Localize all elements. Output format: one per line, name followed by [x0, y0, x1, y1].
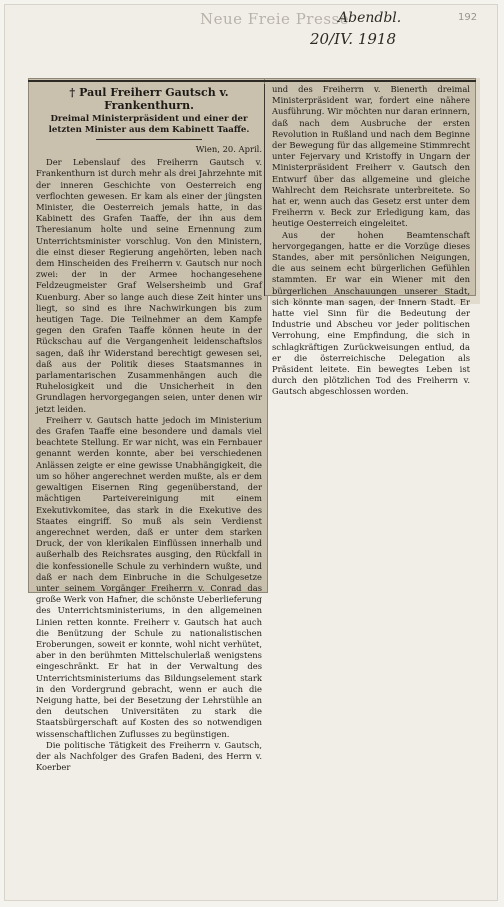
article-paragraph: und des Freiherrn v. Bienerth dreimal Ministerpräsident war, fordert eine nähere Ausführung. Wir möchten nur daran erinnern, daß nach dem Ausbruche der ersten Revolution in Rußland und nach dem Beginne der Bewegung für das allgemeine Stimmrecht unter Fejervary und Kristoffy in Ungarn der Ministerpräsident Freiherr v. Gautsch den Entwurf über das allgemeine und gleiche Wahlrecht dem Reichsrate unterbreitete. So hat er, wenn auch das Gesetz erst unter dem Freiherrn v. Beck zur Erledigung kam, das heutige Oesterreich eingeleitet. — [272, 84, 470, 229]
article-paragraph: Der Lebenslauf des Freiherrn Gautsch v. Frankenthurn ist durch mehr als drei Jahrzehnte mit der inneren Geschichte von Oesterreich eng verflochten gewesen. Er kam als einer der jüngsten Minister, die Oesterreich jemals hatte, in das Kabinett des Grafen Taaffe, der ihn aus dem Theresianum holte und seine Ernennung zum Unterrichtsminister vorschlug. Von den Ministern, die einst dieser Regierung angehörten, leben nach dem Hinscheiden des Freiherrn v. Gautsch nur noch zwei: der in der Armee hochangesehene Feldzeugmeister Graf Welsersheimb und Graf Kuenburg. Aber so lange auch diese Zeit hinter uns liegt, so sind es ihre Nachwirkungen bis zum heutigen Tage. Die Teilnehmer an dem Kampfe gegen den Grafen Taaffe können heute in der Rückschau auf die Vergangenheit leidenschaftslos sagen, daß ihr Widerstand berechtigt gewesen sei, daß aus der Politik dieses Staatsmannes in parlamentarischen Zusammenhängen auch die Ruhelosigkeit und die Unsicherheit in den Grundlagen hervorgegangen seien, unter denen wir jetzt leiden. — [36, 157, 262, 414]
article-subheadline: Dreimal Ministerpräsident und einer der letzten Minister aus dem Kabinett Taaffe. — [48, 114, 250, 135]
article-paragraph: Freiherr v. Gautsch hatte jedoch im Ministerium des Grafen Taaffe eine besondere und damals viel beachtete Stellung. Er war nicht, was ein Fernbauer genannt werden konnte, aber bei verschiedenen Anlässen zeigte er eine gewisse Unabhängigkeit, die um so höher angerechnet werden mußte, als er dem gewaltigen Eisernen Ring gegenüberstand, der mächtigen Parteivereinigung mit einem Exekutivkomitee, das stark in die Exekutive des Staates eingriff. So muß als sein Verdienst angerechnet werden, daß er unter dem starken Druck, der von klerikalen Einflüssen innerhalb und außerhalb des Reichsrates ausging, den Rückfall in die konfessionelle Schule zu verhindern wußte, und daß er nach dem Einbruche in die Schulgesetze unter seinem Vorgänger Freiherrn v. Conrad das große Werk von Hafner, die schönste Ueberlieferung des Unterrichtsministeriums, in den allgemeinen Linien retten konnte. Freiherr v. Gautsch hat auch die Benützung der Schule zu nationalistischen Eroberungen, soweit er konnte, wohl nicht verhütet, aber in den berühmten Mittelschulerlaß wenigstens eingeschränkt. Er hat in der Verwaltung des Unterrichtsministeriums das Bildungselement stark in den Vordergrund gebracht, wenn er auch die Neigung hatte, bei der Besetzung der Lehrstühle an den deutschen Universitäten zu stark die Staatsbürgerschaft auf Kosten des so notwendigen wissenschaftlichen Zuflusses zu begünstigen. — [36, 414, 262, 739]
article-right-column — [264, 78, 476, 397]
headline-text: Paul Freiherr Gautsch v. Frankenthurn. — [79, 86, 229, 112]
newspaper-masthead: Neue Freie Presse — [200, 10, 350, 28]
page-number: 192 — [458, 12, 478, 23]
article-dateline: Wien, 20. April. — [195, 144, 262, 154]
subhead-rule — [96, 139, 202, 140]
handwritten-source-note: Abendbl. — [338, 10, 402, 26]
article-left-column — [28, 78, 268, 773]
article-paragraph: Die politische Tätigkeit des Freiherrn v. Gautsch, der als Nachfolger des Grafen Badeni, des Herrn v. Koerber — [36, 739, 262, 773]
obituary-dagger-icon: † — [69, 86, 76, 99]
handwritten-date: 20/IV. 1918 — [310, 30, 396, 48]
article-headline — [36, 86, 262, 112]
article-paragraph: Aus der hohen Beamtenschaft hervorgegangen, hatte er die Vorzüge dieses Standes, aber mit persönlichen Neigungen, die aus seinem echt bürgerlichen Gefühlen stammten. Er war ein Wiener mit den bürgerlichen Anschauungen unserer Stadt, sich könnte man sagen, der Innern Stadt. Er hatte viel Sinn für die Bedeutung der Industrie und Abscheu vor jeder politischen Verrohung, eine Empfindung, die sich in schlagkräftigen Zurückweisungen entlud, da er die österreichische Delegation als Präsident leitete. Ein bewegtes Leben ist durch den plötzlichen Tod des Freiherrn v. Gautsch abgeschlossen worden. — [272, 229, 470, 397]
